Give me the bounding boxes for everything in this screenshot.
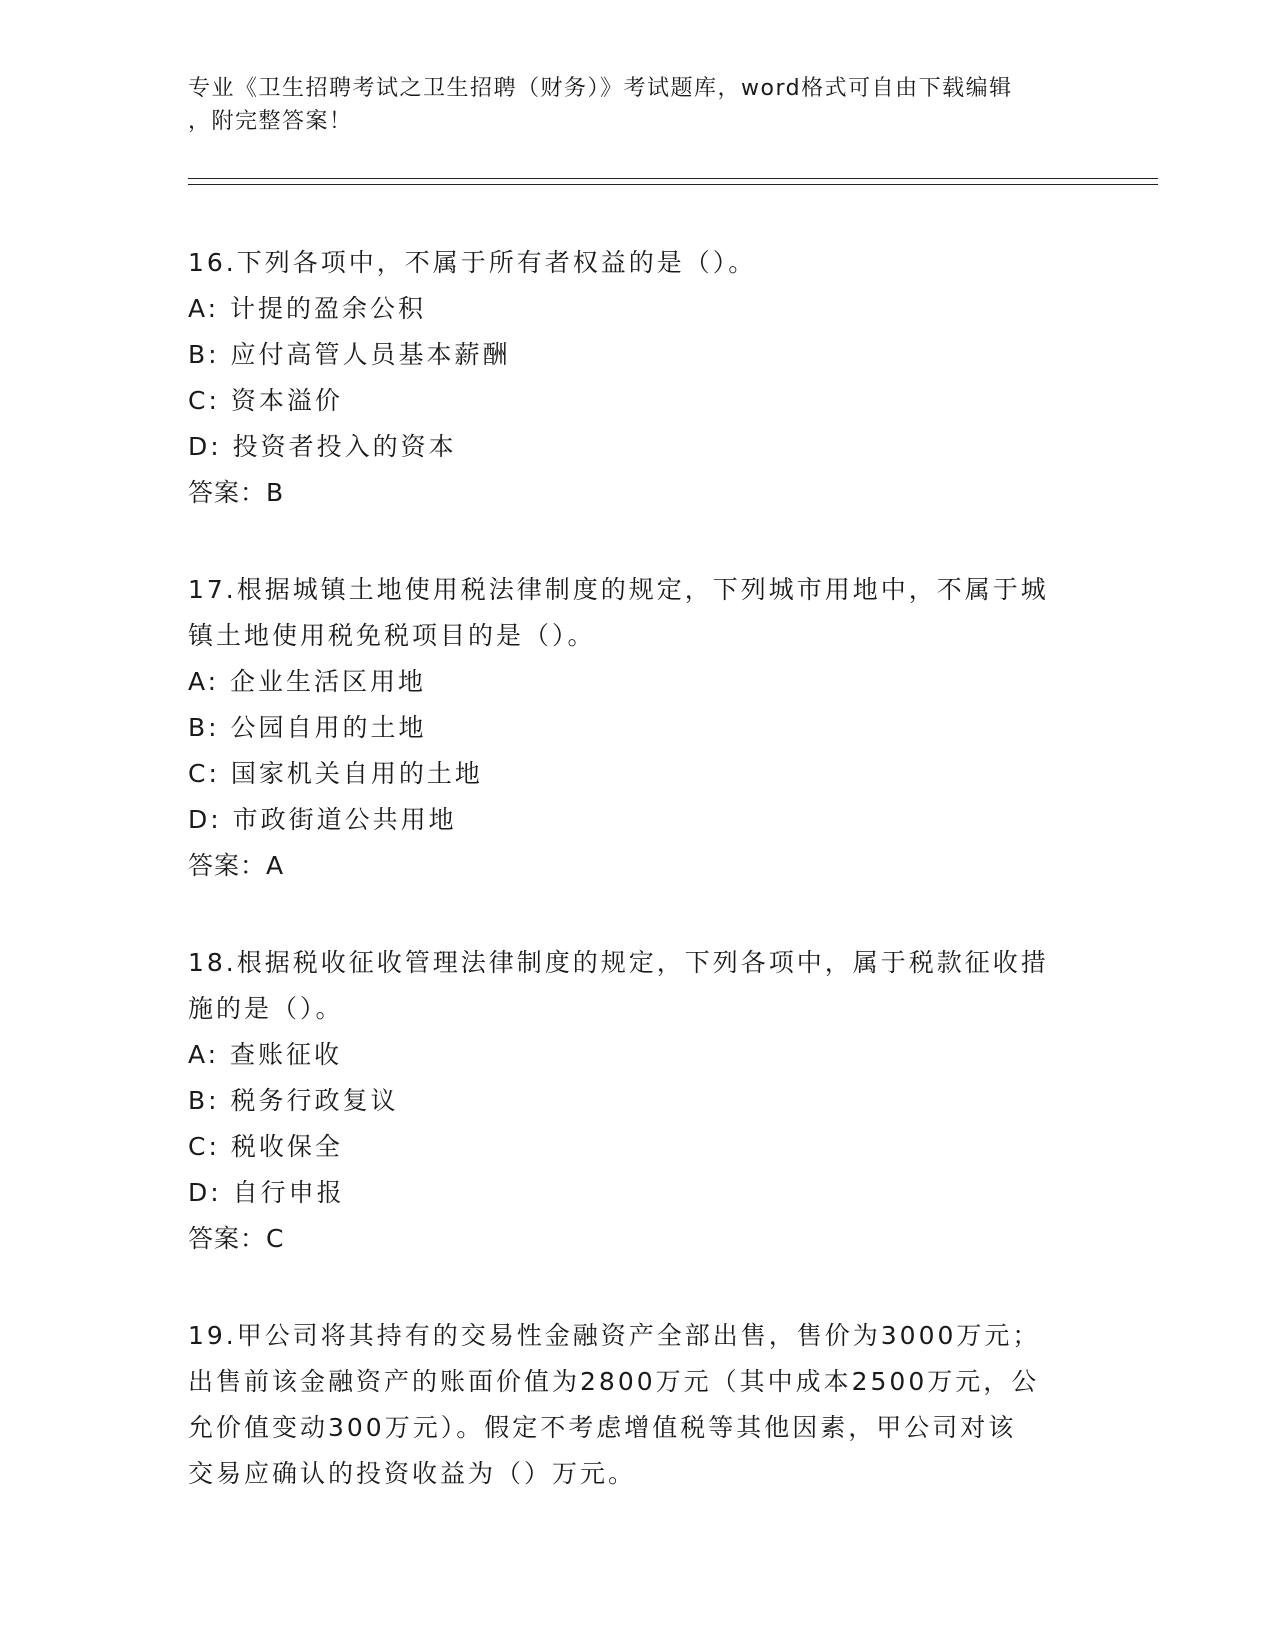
stem-line: 出售前该金融资产的账面价值为2800万元（其中成本2500万元，公 (188, 1367, 1040, 1396)
option-a: A: 企业生活区用地 (188, 667, 427, 696)
option-c: C: 资本溢价 (188, 386, 343, 415)
answer: 答案：B (188, 478, 285, 507)
stem-line: 施的是（）。 (188, 994, 344, 1023)
option-b: B: 公园自用的土地 (188, 713, 427, 742)
stem-line: 16.下列各项中，不属于所有者权益的是（）。 (188, 248, 757, 277)
option-a: A: 查账征收 (188, 1040, 343, 1069)
header-divider-top (188, 178, 1158, 179)
stem-line: 17.根据城镇土地使用税法律制度的规定，下列城市用地中，不属于城 (188, 575, 1049, 604)
header-line: 专业《卫生招聘考试之卫生招聘（财务）》考试题库，word格式可自由下载编辑 (188, 76, 1013, 101)
question-stem (188, 567, 1088, 659)
question-stem (188, 240, 1088, 286)
stem-line: 19.甲公司将其持有的交易性金融资产全部出售，售价为3000万元； (188, 1321, 1041, 1350)
header-line: ，附完整答案！ (188, 109, 353, 134)
question-stem (188, 1313, 1088, 1497)
question-17 (188, 567, 1088, 889)
stem-line: 镇土地使用税免税项目的是（）。 (188, 621, 596, 650)
answer: 答案：C (188, 1224, 285, 1253)
stem-line: 交易应确认的投资收益为（）万元。 (188, 1459, 637, 1488)
question-16 (188, 240, 1088, 516)
document-header (188, 72, 1068, 138)
option-b: B: 税务行政复议 (188, 1086, 399, 1115)
question-19 (188, 1313, 1088, 1497)
option-d: D: 投资者投入的资本 (188, 432, 457, 461)
option-a: A: 计提的盈余公积 (188, 294, 427, 323)
header-divider-bottom (188, 184, 1158, 185)
stem-line: 允价值变动300万元）。假定不考虑增值税等其他因素，甲公司对该 (188, 1413, 1017, 1442)
question-list (188, 240, 1088, 1548)
question-18 (188, 940, 1088, 1262)
answer: 答案：A (188, 851, 285, 880)
option-d: D: 自行申报 (188, 1178, 345, 1207)
option-c: C: 税收保全 (188, 1132, 343, 1161)
option-d: D: 市政街道公共用地 (188, 805, 457, 834)
option-c: C: 国家机关自用的土地 (188, 759, 483, 788)
stem-line: 18.根据税收征收管理法律制度的规定，下列各项中，属于税款征收措 (188, 948, 1049, 977)
question-stem (188, 940, 1088, 1032)
option-b: B: 应付高管人员基本薪酬 (188, 340, 511, 369)
